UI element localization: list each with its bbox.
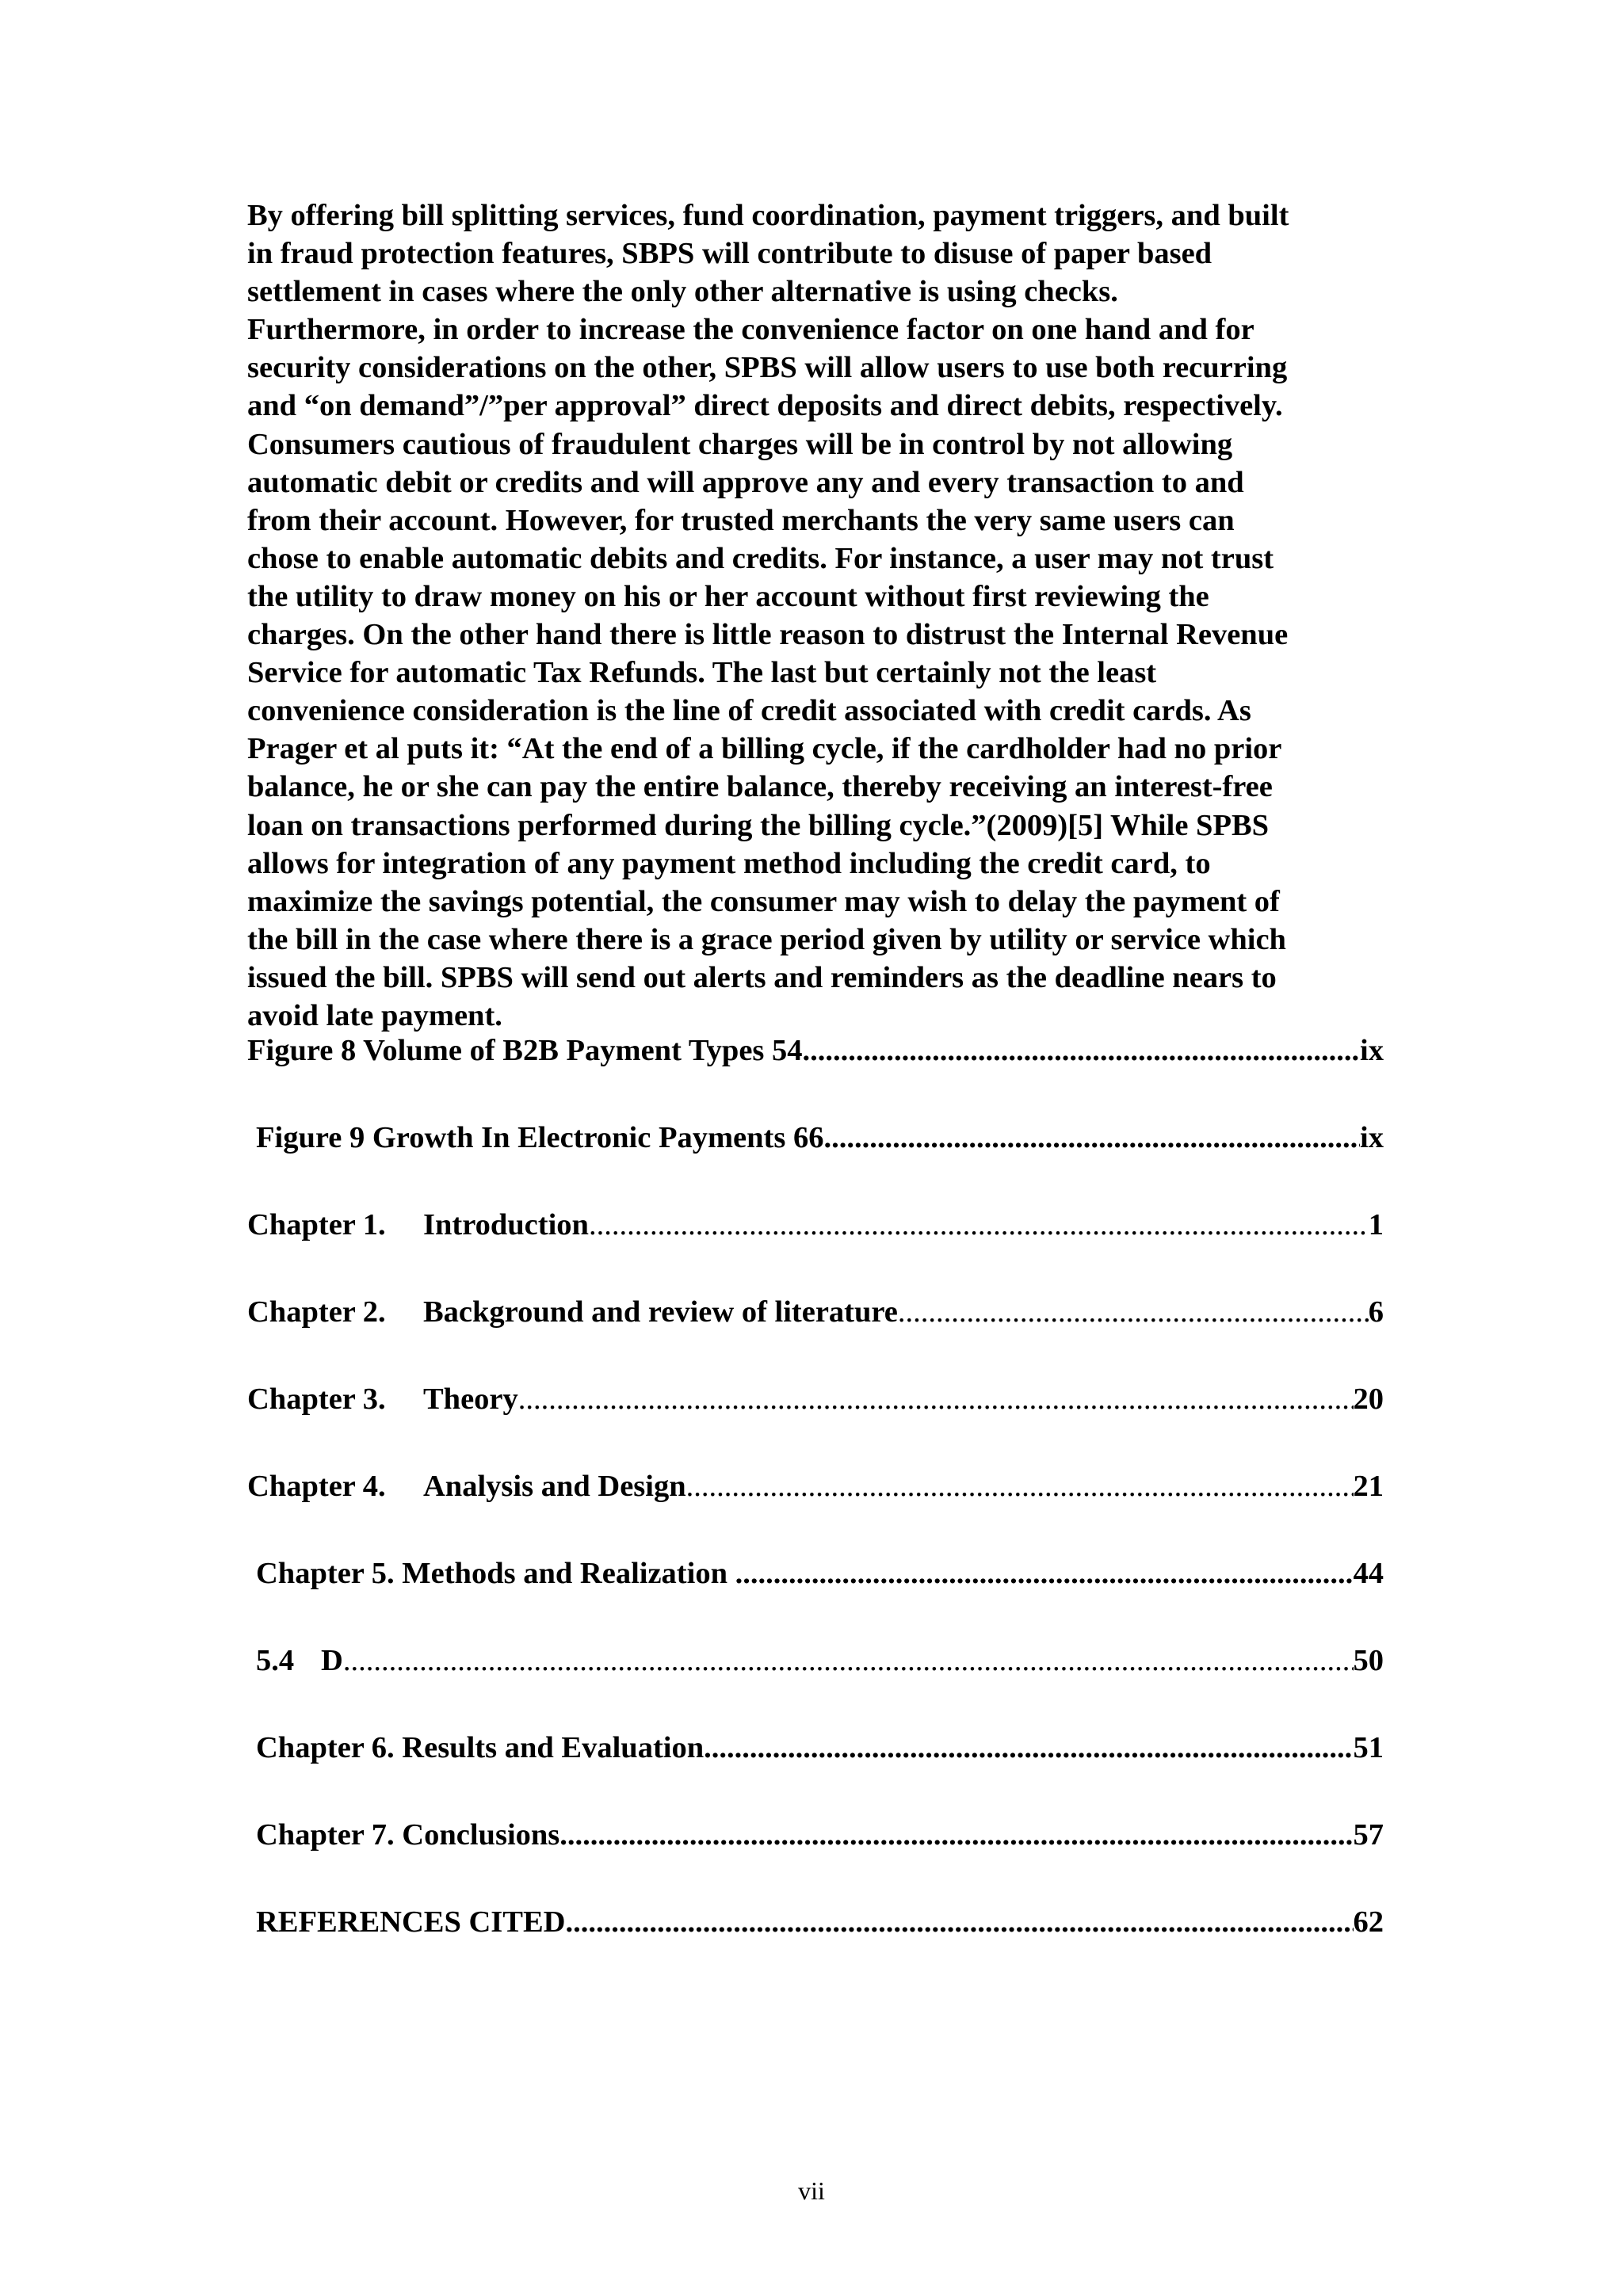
toc-section-number: 5.4 [256,1644,295,1677]
toc-entry-chapter-2[interactable] [247,1293,1384,1331]
toc-leader-dots [343,1642,1354,1680]
body-line: maximize the savings potential, the consumer may wish to delay the payment of [247,884,1280,918]
toc-label: Chapter 7. Conclusions [256,1818,560,1852]
body-line: chose to enable automatic debits and credits. For instance, a user may not trust [247,541,1274,575]
toc-label: Analysis and Design [423,1470,686,1503]
toc-leader-dots [803,1032,1361,1070]
toc-page-number: 57 [1353,1818,1384,1852]
body-line: the bill in the case where there is a grace period given by utility or service which [247,922,1286,956]
toc-chapter-number: Chapter 3. [247,1383,386,1416]
toc-page-number: 6 [1368,1295,1384,1329]
body-line: avoid late payment. [247,998,502,1032]
body-line: By offering bill splitting services, fund coordination, payment triggers, and built [247,199,1289,232]
toc-label: D [321,1644,343,1677]
toc-entry-figure-8[interactable] [247,1032,1384,1070]
toc-label: REFERENCES CITED [256,1905,566,1939]
body-line: charges. On the other hand there is little reason to distrust the Internal Revenue [247,618,1289,652]
toc-page-number: 50 [1353,1644,1384,1677]
toc-chapter-number: Chapter 4. [247,1470,386,1503]
body-line: security considerations on the other, SPBS will allow users to use both recurring [247,351,1288,385]
body-line: loan on transactions performed during the billing cycle.”(2009)[5] While SPBS [247,808,1270,842]
body-line: Service for automatic Tax Refunds. The last but certainly not the least [247,656,1157,690]
body-line: from their account. However, for trusted merchants the very same users can [247,503,1235,537]
toc-label: Theory [423,1383,518,1416]
toc-leader-dots [823,1119,1360,1157]
body-line: and “on demand”/”per approval” direct deposits and direct debits, respectively. [247,389,1283,423]
toc-page-number: 20 [1353,1383,1384,1416]
toc-label: Chapter 6. Results and Evaluation [256,1731,705,1764]
toc-page-number: 62 [1353,1905,1384,1939]
toc-label: Figure 9 Growth In Electronic Payments 66 [256,1121,824,1154]
toc-label: Background and review of literature [423,1295,898,1329]
toc-page-number: 44 [1353,1557,1384,1590]
body-line: Consumers cautious of fraudulent charges will be in control by not allowing [247,427,1233,461]
toc-entry-figure-9[interactable] [256,1119,1384,1157]
body-line: Prager et al puts it: “At the end of a billing cycle, if the cardholder had no prior [247,732,1282,766]
body-line: issued the bill. SPBS will send out alerts and reminders as the deadline nears to [247,960,1277,994]
toc-page-number: ix [1360,1034,1384,1067]
body-paragraph [247,196,1385,1035]
toc-entry-section-5-4[interactable] [256,1642,1384,1680]
page-number-footer: vii [798,2176,825,2205]
body-line: Furthermore, in order to increase the convenience factor on one hand and for [247,313,1254,347]
body-line: in fraud protection features, SBPS will contribute to disuse of paper based [247,237,1212,271]
body-line: convenience consideration is the line of credit associated with credit cards. As [247,694,1251,728]
toc-page-number: 51 [1353,1731,1384,1764]
body-line: balance, he or she can pay the entire balance, thereby receiving an interest-free [247,770,1273,804]
toc-leader-dots [898,1293,1369,1331]
toc-leader-dots [518,1380,1354,1418]
toc-page-number: 1 [1368,1208,1384,1241]
toc-entry-chapter-5[interactable] [256,1554,1384,1592]
toc-chapter-number: Chapter 1. [247,1208,386,1241]
toc-chapter-number: Chapter 2. [247,1295,386,1329]
toc-label: Introduction [423,1208,589,1241]
body-line: automatic debit or credits and will approve any and every transaction to and [247,465,1244,499]
toc-leader-dots [589,1206,1369,1244]
toc-entry-chapter-3[interactable] [247,1380,1384,1418]
toc-entry-chapter-6[interactable] [256,1729,1384,1767]
toc-leader-dots [704,1729,1353,1767]
toc-page-number: 21 [1353,1470,1384,1503]
toc-label: Chapter 5. Methods and Realization [256,1557,735,1590]
toc-page-number: ix [1360,1121,1384,1154]
toc-entry-chapter-7[interactable] [256,1816,1384,1854]
toc-leader-dots [735,1554,1354,1592]
body-line: allows for integration of any payment method including the credit card, to [247,846,1211,880]
toc-entry-chapter-4[interactable] [247,1467,1384,1505]
toc-entry-references[interactable] [256,1903,1384,1941]
body-line: settlement in cases where the only other alternative is using checks. [247,275,1118,309]
toc-leader-dots [686,1467,1354,1505]
toc-label: Figure 8 Volume of B2B Payment Types 54 [247,1034,803,1067]
toc-leader-dots [565,1903,1353,1941]
toc-entry-chapter-1[interactable] [247,1206,1384,1244]
toc-leader-dots [559,1816,1353,1854]
body-line: the utility to draw money on his or her account without first reviewing the [247,579,1209,613]
